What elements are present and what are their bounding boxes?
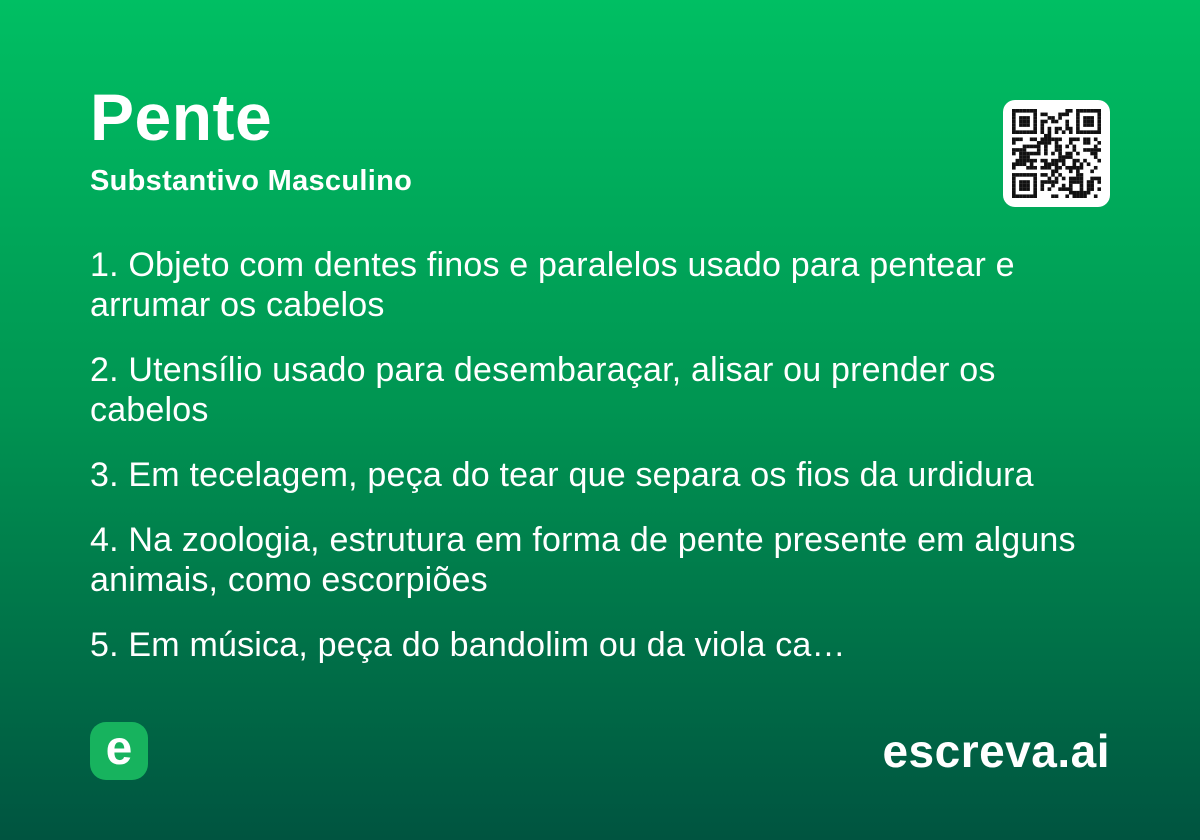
definition-item: 3. Em tecelagem, peça do tear que separa os fios da urdidura: [90, 456, 1034, 494]
definition-item: 2. Utensílio usado para desembaraçar, alisar ou prender os cabelos: [90, 351, 996, 429]
definition-item: 1. Objeto com dentes finos e paralelos usado para pentear e arrumar os cabelos: [90, 246, 1015, 324]
brand-name: escreva.ai: [882, 725, 1110, 777]
definitions-list: [90, 245, 1080, 690]
footer: [90, 722, 1110, 780]
escreva-logo-icon: [90, 722, 148, 780]
definition-item: 5. Em música, peça do bandolim ou da viola ca…: [90, 626, 846, 664]
word-title: Pente: [90, 80, 273, 154]
qr-code-pattern: [1012, 109, 1101, 198]
qr-code: [1003, 100, 1110, 207]
logo-letter: e: [105, 722, 133, 775]
definition-item: 4. Na zoologia, estrutura em forma de pente presente em alguns animais, como escorpiões: [90, 521, 1076, 599]
part-of-speech-label: Substantivo Masculino: [90, 165, 413, 197]
